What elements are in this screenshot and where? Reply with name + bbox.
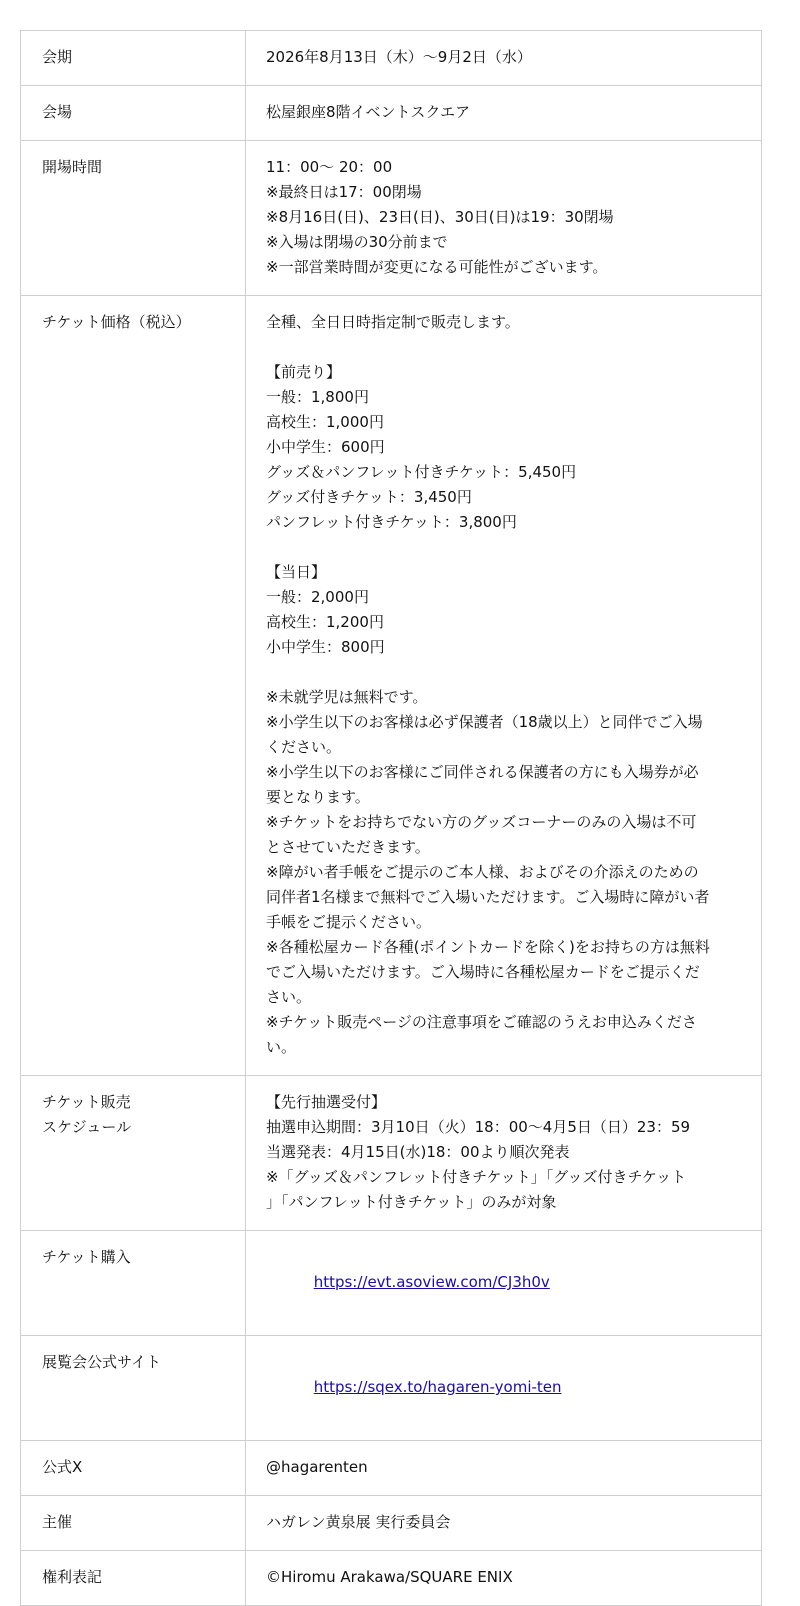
label-cell bbox=[21, 296, 246, 1076]
row-value: ※8月16日(日)、23日(日)、30日(日)は19：30閉場 bbox=[266, 208, 614, 226]
row-value: 一般：1,800円 bbox=[266, 388, 369, 406]
row-value: 【当日】 bbox=[266, 563, 327, 581]
row-value: でご入場いただけます。ご入場時に各種松屋カードをご提示くだ bbox=[266, 963, 700, 981]
link-wrapper bbox=[266, 1350, 741, 1425]
value-cell bbox=[246, 1441, 762, 1496]
row-value: 要となります。 bbox=[266, 788, 370, 806]
label-cell bbox=[21, 1336, 246, 1441]
row-label: 権利表記 bbox=[42, 1568, 103, 1586]
row-value: 高校生：1,200円 bbox=[266, 613, 384, 631]
value-cell bbox=[246, 31, 762, 86]
row-copyright bbox=[21, 1551, 762, 1606]
row-value: 手帳をご提示ください。 bbox=[266, 913, 432, 931]
row-official-x bbox=[21, 1441, 762, 1496]
row-value: い。 bbox=[266, 1038, 297, 1056]
label-cell bbox=[21, 1231, 246, 1336]
row-value: ※未就学児は無料です。 bbox=[266, 688, 428, 706]
row-value: ※各種松屋カード各種(ポイントカードを除く)をお持ちの方は無料 bbox=[266, 938, 710, 956]
row-value: @hagarenten bbox=[266, 1458, 368, 1476]
row-label: 展覧会公式サイト bbox=[42, 1353, 161, 1371]
row-value: ※チケットをお持ちでない方のグッズコーナーのみの入場は不可 bbox=[266, 813, 697, 831]
label-cell bbox=[21, 31, 246, 86]
row-value: ※「グッズ＆パンフレット付きチケット」「グッズ付きチケット bbox=[266, 1168, 687, 1186]
row-label: 公式X bbox=[42, 1458, 83, 1476]
value-cell bbox=[246, 1551, 762, 1606]
row-value: 」「パンフレット付きチケット」のみが対象 bbox=[266, 1193, 557, 1211]
row-value: 抽選申込期間：3月10日（火）18：00〜4月5日（日）23：59 bbox=[266, 1118, 691, 1136]
row-value: ※入場は閉場の30分前まで bbox=[266, 233, 448, 251]
row-label: 会期 bbox=[42, 48, 73, 66]
row-label: 開場時間 bbox=[42, 158, 103, 176]
row-value: 【先行抽選受付】 bbox=[266, 1093, 387, 1111]
value-cell bbox=[246, 296, 762, 1076]
row-value: 一般：2,000円 bbox=[266, 588, 369, 606]
row-value bbox=[266, 660, 741, 685]
row-value: ※小学生以下のお客様は必ず保護者（18歳以上）と同伴でご入場 bbox=[266, 713, 703, 731]
label-cell bbox=[21, 86, 246, 141]
row-official-site bbox=[21, 1336, 762, 1441]
label-cell bbox=[21, 1076, 246, 1231]
row-value: 同伴者1名様まで無料でご入場いただけます。ご入場時に障がい者 bbox=[266, 888, 710, 906]
ticket-purchase-link[interactable]: https://evt.asoview.com/CJ3h0v bbox=[313, 1273, 550, 1291]
value-cell bbox=[246, 1496, 762, 1551]
row-value: ハガレン黄泉展 実行委員会 bbox=[266, 1513, 451, 1531]
row-organizer bbox=[21, 1496, 762, 1551]
row-value bbox=[266, 335, 741, 360]
row-value: 高校生：1,000円 bbox=[266, 413, 384, 431]
row-value: 11：00〜 20：00 bbox=[266, 158, 393, 176]
event-info-table bbox=[20, 30, 762, 1606]
link-wrapper bbox=[266, 1245, 741, 1320]
row-value: とさせていただきます。 bbox=[266, 838, 430, 856]
row-label: チケット価格（税込） bbox=[42, 313, 191, 331]
value-cell bbox=[246, 1231, 762, 1336]
row-value: ※小学生以下のお客様にご同伴される保護者の方にも入場券が必 bbox=[266, 763, 699, 781]
row-value: パンフレット付きチケット：3,800円 bbox=[266, 513, 517, 531]
value-cell bbox=[246, 86, 762, 141]
row-value: ©Hiromu Arakawa/SQUARE ENIX bbox=[266, 1568, 513, 1586]
row-value: ※最終日は17：00閉場 bbox=[266, 183, 422, 201]
row-value: 【前売り】 bbox=[266, 363, 342, 381]
label-cell bbox=[21, 1496, 246, 1551]
label-cell bbox=[21, 1441, 246, 1496]
official-site-link[interactable]: https://sqex.to/hagaren-yomi-ten bbox=[313, 1378, 562, 1396]
row-value: グッズ付きチケット：3,450円 bbox=[266, 488, 472, 506]
row-ticket-price bbox=[21, 296, 762, 1076]
label-cell bbox=[21, 1551, 246, 1606]
row-label: チケット購入 bbox=[42, 1248, 131, 1266]
row-period bbox=[21, 31, 762, 86]
row-value: 全種、全日日時指定制で販売します。 bbox=[266, 313, 520, 331]
row-value: ※障がい者手帳をご提示のご本人様、およびその介添えのための bbox=[266, 863, 699, 881]
row-value: ください。 bbox=[266, 738, 342, 756]
row-value: 松屋銀座8階イベントスクエア bbox=[266, 103, 471, 121]
row-value: グッズ＆パンフレット付きチケット：5,450円 bbox=[266, 463, 577, 481]
row-label: スケジュール bbox=[42, 1118, 132, 1136]
row-venue bbox=[21, 86, 762, 141]
row-label: チケット販売 bbox=[42, 1093, 131, 1111]
row-label: 会場 bbox=[42, 103, 73, 121]
row-value: さい。 bbox=[266, 988, 312, 1006]
row-value: 当選発表：4月15日(水)18：00より順次発表 bbox=[266, 1143, 570, 1161]
label-cell bbox=[21, 141, 246, 296]
row-value bbox=[266, 535, 741, 560]
value-cell bbox=[246, 141, 762, 296]
row-hours bbox=[21, 141, 762, 296]
row-value: ※一部営業時間が変更になる可能性がございます。 bbox=[266, 258, 608, 276]
row-value: 小中学生：800円 bbox=[266, 638, 385, 656]
row-value: 小中学生：600円 bbox=[266, 438, 385, 456]
row-value: ※チケット販売ページの注意事項をご確認のうえお申込みくださ bbox=[266, 1013, 697, 1031]
row-ticket-purchase bbox=[21, 1231, 762, 1336]
value-cell bbox=[246, 1076, 762, 1231]
row-label: 主催 bbox=[42, 1513, 73, 1531]
row-sales-schedule bbox=[21, 1076, 762, 1231]
row-value: 2026年8月13日（木）〜9月2日（水） bbox=[266, 48, 532, 66]
value-cell bbox=[246, 1336, 762, 1441]
